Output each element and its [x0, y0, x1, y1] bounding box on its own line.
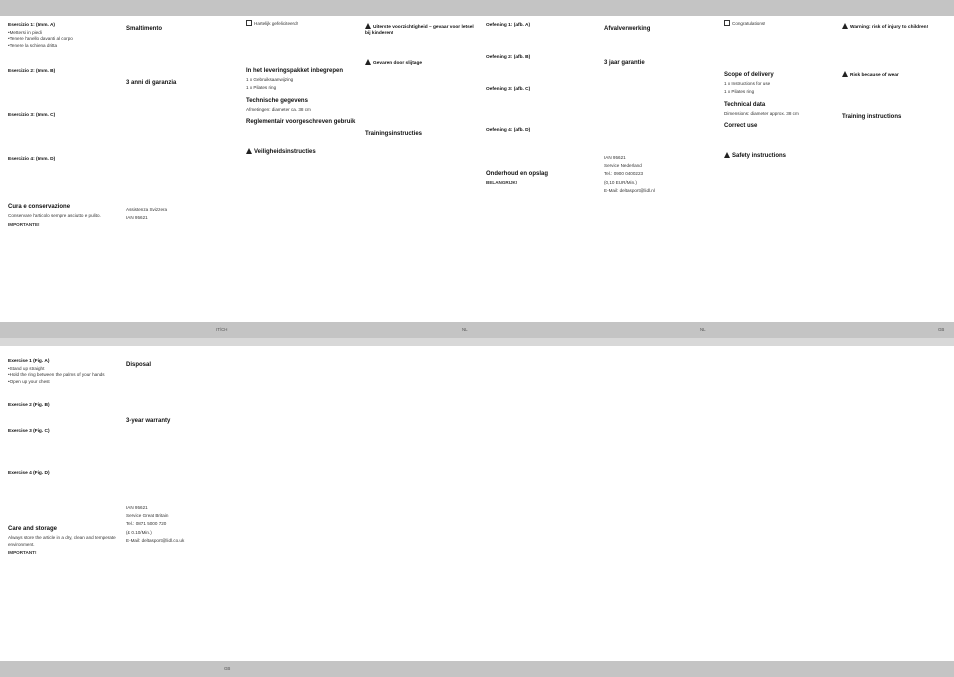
page-number: NL	[462, 327, 468, 332]
emphasis: IMPORTANT!	[8, 549, 37, 555]
price: (£ 0.10/Min.)	[126, 529, 152, 535]
list-item: • Hold the ring between the palms of your hands	[8, 372, 118, 378]
column-4	[365, 20, 477, 140]
heading: Oefening 2: (afb. B)	[486, 55, 531, 61]
heading: Exercise 3 (Fig. C)	[8, 429, 50, 435]
info-box-icon	[724, 20, 730, 26]
column-2	[126, 356, 236, 546]
heading: Esercizio 4: (Imm. D)	[8, 157, 56, 163]
list-item: • Mettersi in piedi	[8, 30, 118, 36]
section-title: Trainingsinstructies	[365, 130, 423, 137]
heading: Oefening 4: (afb. D)	[486, 127, 531, 133]
service-label: Service Nederland	[604, 163, 642, 169]
list-item: • Stand up straight	[8, 366, 118, 372]
heading: Oefening 1: (afb. A)	[486, 23, 531, 28]
paragraph: Afmetingen: diameter ca. 38 cm	[246, 106, 311, 112]
column-3	[246, 20, 356, 158]
section-title: Technical data	[724, 101, 766, 108]
middle-gray-bar	[0, 322, 954, 338]
ian: IAN 95621	[126, 505, 148, 510]
ian: IAN 95621	[604, 155, 626, 160]
column-2	[126, 20, 236, 223]
ian: IAN 95621	[126, 215, 148, 221]
section-title: Scope of delivery	[724, 72, 774, 79]
section-title: 3-year warranty	[126, 418, 171, 424]
heading: Congratulations!	[732, 21, 766, 26]
section-title: Care and storage	[8, 526, 58, 533]
heading: Exercise 2 (Fig. B)	[8, 402, 50, 408]
column-7	[724, 20, 834, 162]
heading: Exercise 4 (Fig. D)	[8, 471, 50, 477]
column-1	[8, 356, 118, 558]
email: E-Mail: deltasport@lidl.nl	[604, 187, 655, 193]
paragraph: Dimensions: diameter approx. 38 cm	[724, 110, 799, 116]
list-item: • Tenere la schiena dritta	[8, 43, 118, 49]
warning-icon	[365, 59, 371, 65]
page-number: GB	[224, 666, 231, 671]
list-item: • Open up your chest	[8, 379, 118, 385]
column-5	[486, 20, 596, 188]
section-title: Veiligheidsinstructies	[254, 148, 316, 155]
heading: Uiterste voorzichtigheid – gevaar voor letsel bij kinderen!	[365, 25, 474, 37]
list-item: 1 x Pilates ring	[246, 85, 277, 91]
section-title: 3 jaar garantie	[604, 60, 645, 66]
page-number: IT/CH	[216, 327, 228, 332]
list-item: • Tenere l'anello davanti al corpo	[8, 36, 118, 42]
service-label: Assistenza Svizzera	[126, 207, 168, 212]
warning-icon	[365, 23, 371, 29]
section-title: In het leveringspakket inbegrepen	[246, 68, 344, 75]
section-title: Onderhoud en opslag	[486, 170, 549, 177]
section-title: Training instructions	[842, 114, 902, 121]
section-title: Smaltimento	[126, 26, 163, 32]
section-title: Technische gegevens	[246, 97, 308, 104]
warning-icon	[842, 23, 848, 29]
emphasis: IMPORTANTE!	[8, 221, 40, 227]
emphasis: BELANGRIJK!	[486, 179, 518, 185]
email: E-Mail: deltasport@lidl.co.uk	[126, 537, 185, 543]
column-8	[842, 20, 948, 123]
section-title: Reglementair voorgeschreven gebruik	[246, 118, 356, 125]
heading: Warning: risk of injury to children!	[850, 25, 929, 30]
top-gray-bar	[0, 0, 954, 16]
list-item: 1 x Gebruiksaanwijzing	[246, 77, 294, 83]
price: (0,10 EUR/Min.)	[604, 179, 637, 185]
column-6	[604, 20, 714, 196]
heading: Esercizio 2: (Imm. B)	[8, 68, 56, 74]
warning-icon	[724, 152, 730, 158]
heading: Hartelijk gefeliciteerd!	[254, 21, 298, 26]
section-title: Cura e conservazione	[8, 204, 71, 211]
info-box-icon	[246, 20, 252, 26]
divider-bar	[0, 338, 954, 346]
heading: Gevaren door slijtage	[373, 61, 423, 67]
heading: Risk because of wear	[850, 73, 899, 79]
phone: Tel.: 0871 5000 720	[126, 521, 167, 527]
section-title: Afvalverwerking	[604, 26, 651, 32]
warning-icon	[246, 148, 252, 154]
page-number: NL	[700, 327, 706, 332]
list-item: 1 x Pilates ring	[724, 89, 755, 95]
paragraph: Conservare l'articolo sempre asciutto e pulito.	[8, 213, 101, 219]
section-title: Disposal	[126, 362, 152, 368]
warning-icon	[842, 71, 848, 77]
paragraph: Always store the article in a dry, clean and temperate environment.	[8, 535, 116, 547]
list-item: 1 x Instructions for use	[724, 81, 771, 87]
section-title: Safety instructions	[732, 152, 787, 159]
phone: Tel.: 0900 0400223	[604, 171, 644, 177]
heading: Esercizio 3: (Imm. C)	[8, 113, 56, 119]
page-number: GB	[938, 327, 945, 332]
heading: Esercizio 1: (Imm. A)	[8, 23, 56, 28]
service-label: Service Great Britain	[126, 513, 169, 519]
heading: Oefening 3: (afb. C)	[486, 87, 531, 93]
section-title: Correct use	[724, 122, 758, 129]
section-title: 3 anni di garanzia	[126, 80, 177, 86]
heading: Exercise 1 (Fig. A)	[8, 359, 50, 364]
column-1	[8, 20, 118, 230]
bottom-gray-bar	[0, 661, 954, 677]
